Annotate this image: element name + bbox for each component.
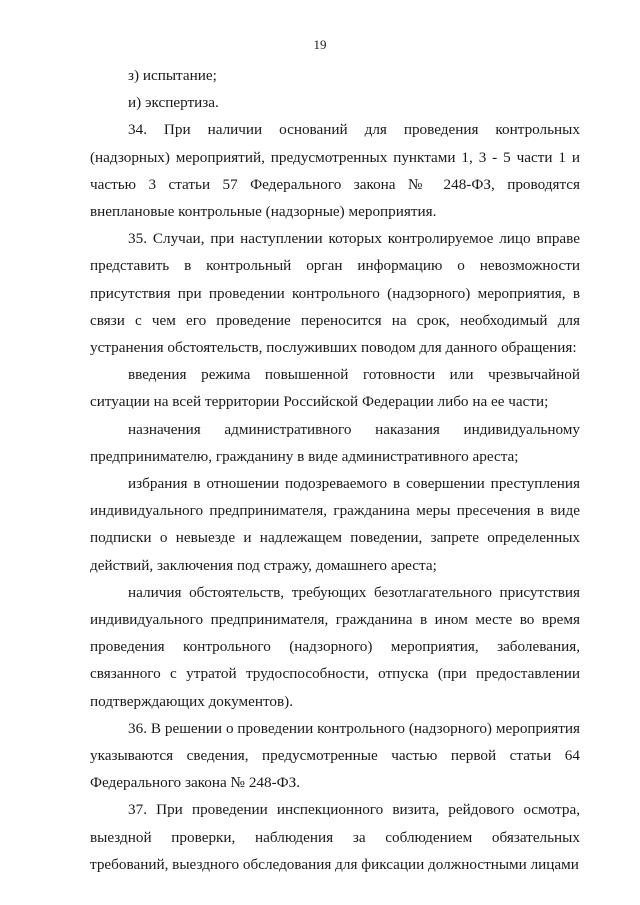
paragraph-35-case-preventive-measure: избрания в отношении подозреваемого в совершении преступления индивидуального предпринимателя, гражданина меры пресечения в виде подписки о невыезде и надлежащем поведении, запрете определенных действий, заключения под стражу, домашнего ареста; xyxy=(90,475,580,574)
paragraph-36: 36. В решении о проведении контрольного (надзорного) мероприятия указываются сведения, предусмотренные частью первой статьи 64 Федерального закона № 248-ФЗ. xyxy=(90,719,580,792)
paragraph-35-case-arrest: назначения административного наказания индивидуальному предпринимателю, гражданину в виде административного ареста; xyxy=(90,420,580,465)
paragraph-item-z: з) испытание; xyxy=(128,67,217,84)
paragraph-35-case-emergency: введения режима повышенной готовности или чрезвычайной ситуации на всей территории Российской Федерации либо на ее части; xyxy=(90,366,580,411)
page-number: 19 xyxy=(313,37,327,52)
paragraph-35: 35. Случаи, при наступлении которых контролируемое лицо вправе представить в контрольный орган информацию о невозможности присутствия при проведении контрольного (надзорного) мероприятия, в связи с чем его проведение переносится на срок, необходимый для устранения обстоятельств, послуживших поводом для данного обращения: xyxy=(90,230,580,357)
paragraph-34: 34. При наличии оснований для проведения контрольных (надзорных) мероприятий, предусмотренных пунктами 1, 3 - 5 части 1 и частью 3 статьи 57 Федерального закона № 248-ФЗ, проводятся внеплановые контрольные (надзорные) мероприятия. xyxy=(90,121,580,221)
document-body xyxy=(90,62,580,878)
paragraph-37: 37. При проведении инспекционного визита, рейдового осмотра, выездной проверки, наблюдения за соблюдением обязательных требований, выездного обследования для фиксации должностными лицами xyxy=(90,801,580,873)
paragraph-35-case-circumstances: наличия обстоятельств, требующих безотлагательного присутствия индивидуального предпринимателя, гражданина в ином месте во время проведения контрольного (надзорного) мероприятия, заболевания, связанного с утратой трудоспособности, отпуска (при предоставлении подтверждающих документов). xyxy=(90,583,580,710)
paragraph-item-i: и) экспертиза. xyxy=(128,94,219,112)
